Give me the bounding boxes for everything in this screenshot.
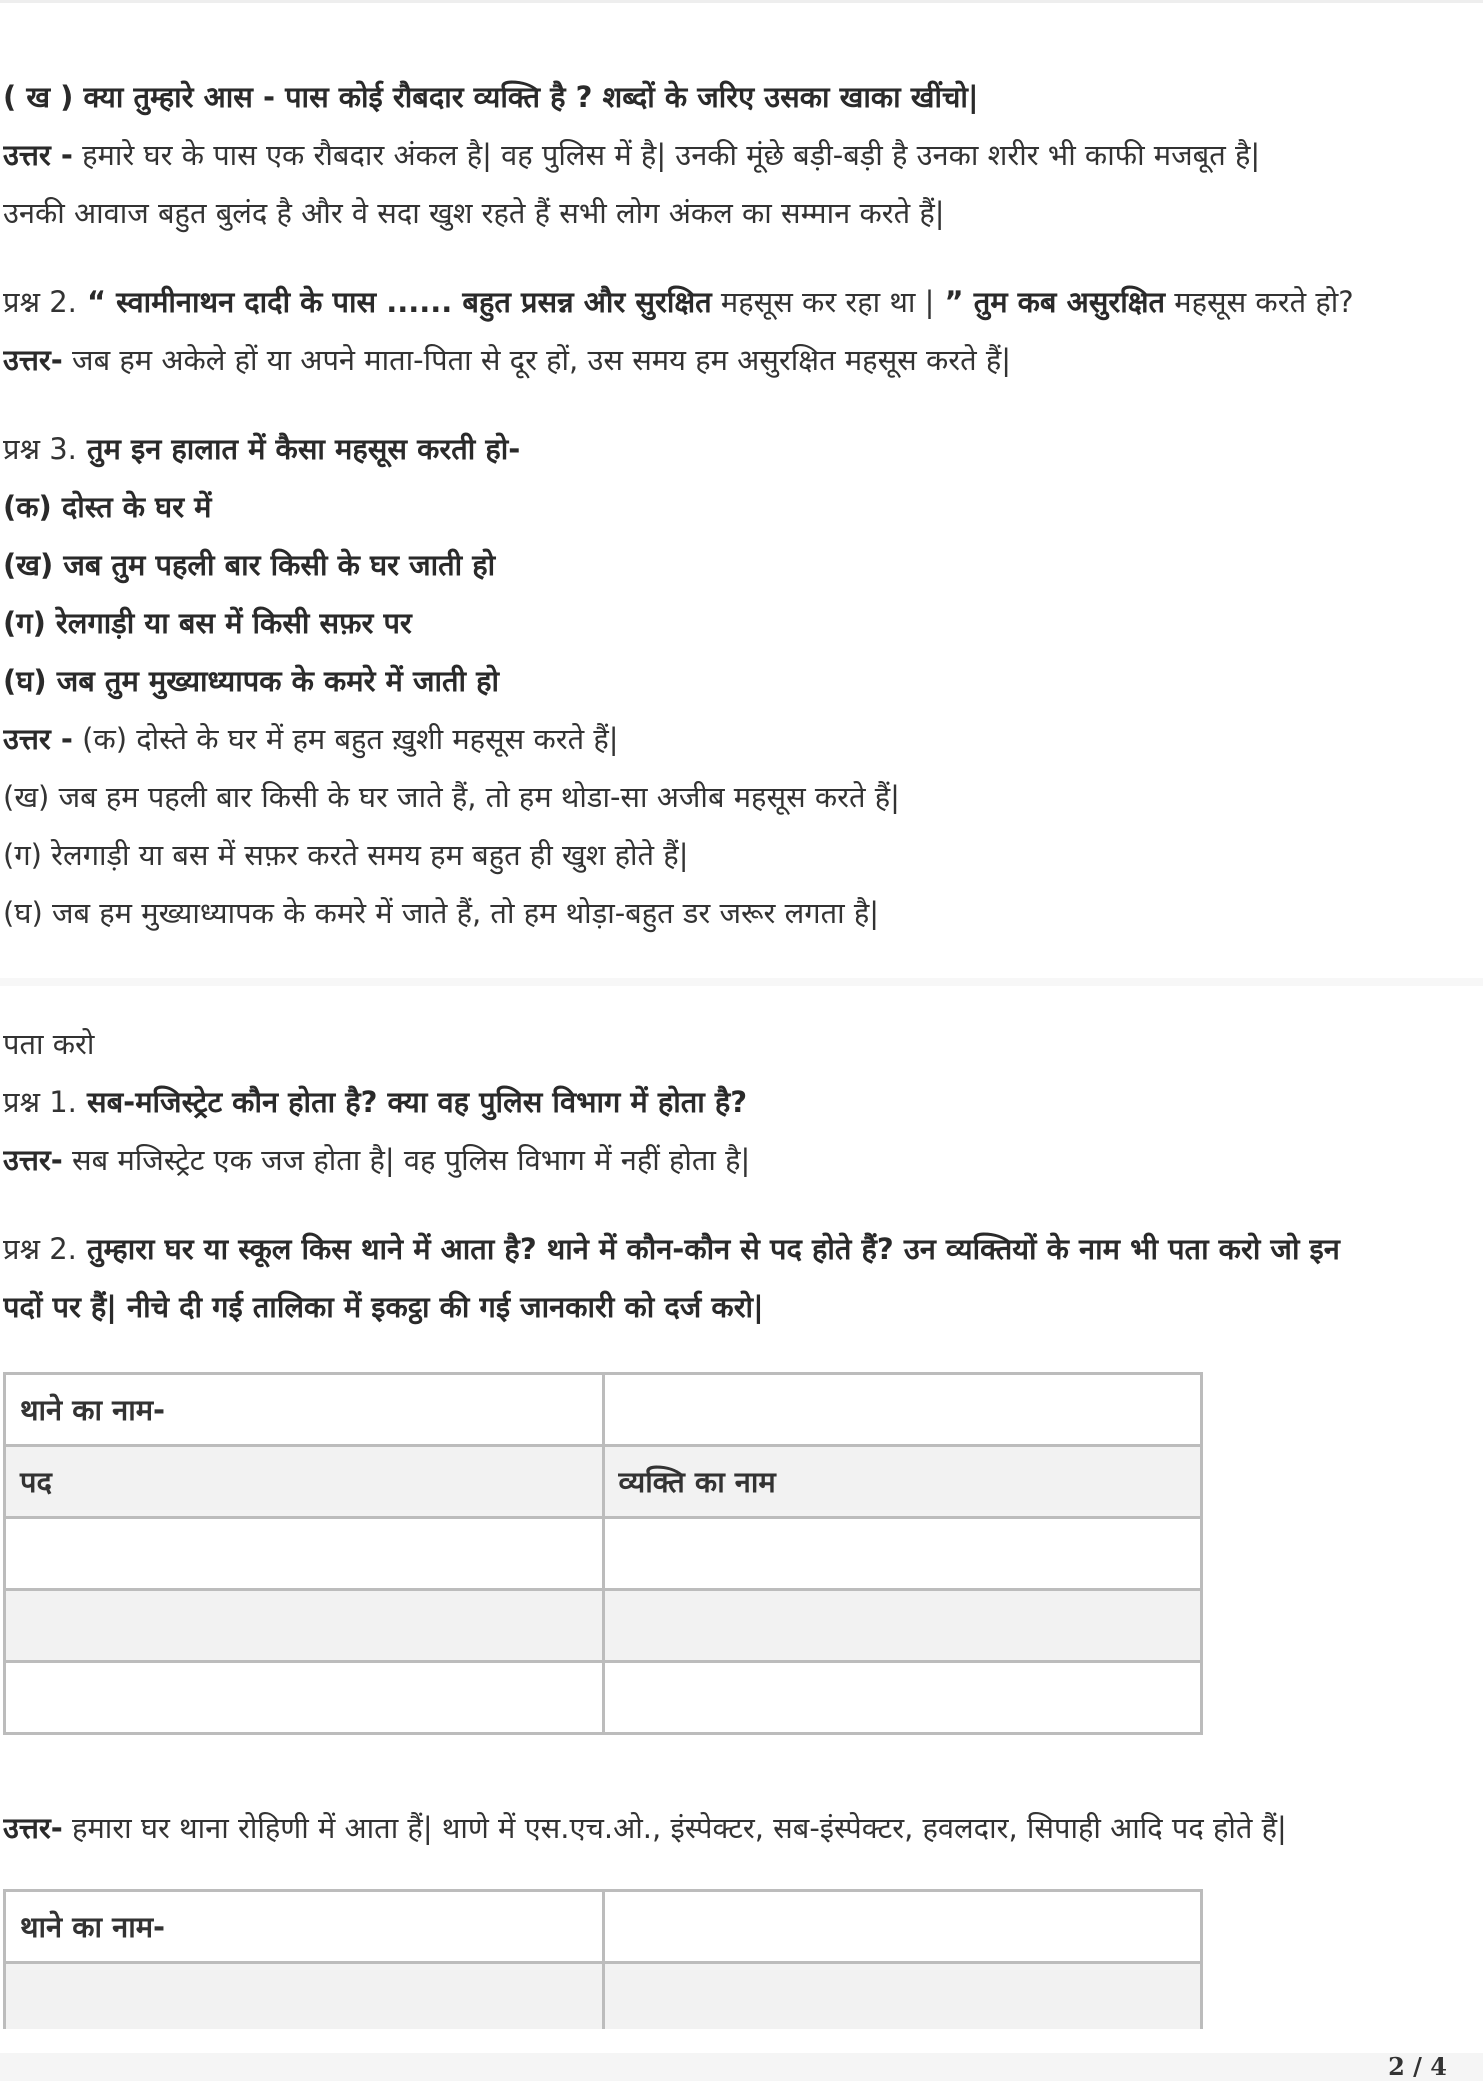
section-divider	[0, 978, 1483, 986]
table-row	[5, 1590, 1202, 1662]
question-3-item-kha: (ख) जब तुम पहली बार किसी के घर जाती हो	[3, 548, 496, 582]
answer-2: उत्तर- जब हम अकेले हों या अपने माता-पिता से दूर हों, उस समय हम असुरक्षित महसूस करते हैं|	[3, 343, 1012, 377]
section-heading: पता करो	[3, 1027, 95, 1061]
table-row	[5, 1662, 1202, 1734]
question-3-item-ka: (क) दोस्त के घर में	[3, 490, 212, 524]
table-cell	[603, 1891, 1202, 1963]
answer-label: उत्तर -	[3, 138, 73, 172]
question-3-item-ga: (ग) रेलगाड़ी या बस में किसी सफ़र पर	[3, 606, 412, 640]
answer-kha-line-2: उनकी आवाज बहुत बुलंद है और वे सदा खुश रहते हैं सभी लोग अंकल का सम्मान करते हैं|	[3, 196, 945, 230]
top-divider	[0, 0, 1483, 3]
table-cell	[5, 1963, 604, 2030]
table-row	[5, 1891, 1202, 1963]
table-cell	[603, 1590, 1202, 1662]
table-cell	[5, 1662, 604, 1734]
answer-label: उत्तर-	[3, 343, 63, 377]
police-station-table	[3, 1372, 1203, 1735]
answer-text: हमारे घर के पास एक रौबदार अंकल है| वह पुलिस में है| उनकी मूंछे बड़ी-बड़ी है उनका शरीर भी काफी मजबूत है|	[72, 138, 1261, 172]
answer-3-line-3: (ग) रेलगाड़ी या बस में सफ़र करते समय हम बहुत ही खुश होते हैं|	[3, 838, 689, 872]
question-label: प्रश्न 2.	[3, 1232, 77, 1266]
question-2-line-1: प्रश्न 2. तुम्हारा घर या स्कूल किस थाने में आता है? थाने में कौन-कौन से पद होते हैं? उन व्यक्तियों के नाम भी पता करो जो इन	[3, 1232, 1340, 1266]
page-number: 2 / 4	[1388, 2052, 1447, 2081]
answer-label: उत्तर -	[3, 722, 73, 756]
station-name-label: थाने का नाम-	[5, 1374, 604, 1446]
table-cell	[603, 1518, 1202, 1590]
table-cell	[5, 1590, 604, 1662]
police-station-table-2-wrapper	[0, 1889, 1483, 2029]
question-2: प्रश्न 2. “ स्वामीनाथन दादी के पास ...... बहुत प्रसन्न और सुरक्षित महसूस कर रहा था | ” तुम कब असुरक्षित महसूस करते हो?	[3, 285, 1354, 319]
answer-2: उत्तर- हमारा घर थाना रोहिणी में आता हैं| थाणे में एस.एच.ओ., इंस्पेक्टर, सब-इंस्पेक्टर, हवलदार, सिपाही आदि पद होते हैं|	[3, 1811, 1287, 1845]
question-1: प्रश्न 1. सब-मजिस्ट्रेट कौन होता है? क्या वह पुलिस विभाग में होता है?	[3, 1085, 748, 1119]
question-2-line-2: पदों पर हैं| नीचे दी गई तालिका में इकट्ठा की गई जानकारी को दर्ज करो|	[3, 1290, 764, 1324]
answer-1: उत्तर- सब मजिस्ट्रेट एक जज होता है| वह पुलिस विभाग में नहीं होता है|	[3, 1143, 751, 1177]
question-kha: ( ख ) क्या तुम्हारे आस - पास कोई रौबदार व्यक्ति है ? शब्दों के जरिए उसका खाका खींचो|	[3, 80, 979, 114]
answer-2-block	[3, 1799, 1478, 1857]
answer-label: उत्तर-	[3, 1811, 63, 1845]
table-row	[5, 1518, 1202, 1590]
question-3: प्रश्न 3. तुम इन हालात में कैसा महसूस करती हो-	[3, 432, 521, 466]
answer-label: उत्तर-	[3, 1143, 63, 1177]
section-find-out	[3, 1015, 1478, 1336]
table-header-row	[5, 1446, 1202, 1518]
question-3-item-gha: (घ) जब तुम मुख्याध्यापक के कमरे में जाती हो	[3, 664, 500, 698]
station-name-label: थाने का नाम-	[5, 1891, 604, 1963]
table-cell	[5, 1518, 604, 1590]
answer-kha-line-1	[3, 126, 1478, 184]
question-label: प्रश्न 1.	[3, 1085, 77, 1119]
table-row	[5, 1374, 1202, 1446]
question-label: प्रश्न 3.	[3, 432, 77, 466]
police-station-table-2	[3, 1889, 1203, 2029]
answer-3-line-2: (ख) जब हम पहली बार किसी के घर जाते हैं, तो हम थोडा-सा अजीब महसूस करते हैं|	[3, 780, 900, 814]
table-cell	[603, 1662, 1202, 1734]
section-questions	[3, 68, 1478, 942]
answer-3-line-4: (घ) जब हम मुख्याध्यापक के कमरे में जाते हैं, तो हम थोड़ा-बहुत डर जरूर लगता है|	[3, 896, 880, 930]
question-label: प्रश्न 2.	[3, 285, 77, 319]
table-cell	[603, 1374, 1202, 1446]
column-header-person-name: व्यक्ति का नाम	[603, 1446, 1202, 1518]
page-footer	[0, 2053, 1483, 2081]
column-header-post: पद	[5, 1446, 604, 1518]
table-cell	[603, 1963, 1202, 2030]
answer-3-line-1: उत्तर - (क) दोस्ते के घर में हम बहुत ख़ुशी महसूस करते हैं|	[3, 722, 619, 756]
table-row	[5, 1963, 1202, 2030]
